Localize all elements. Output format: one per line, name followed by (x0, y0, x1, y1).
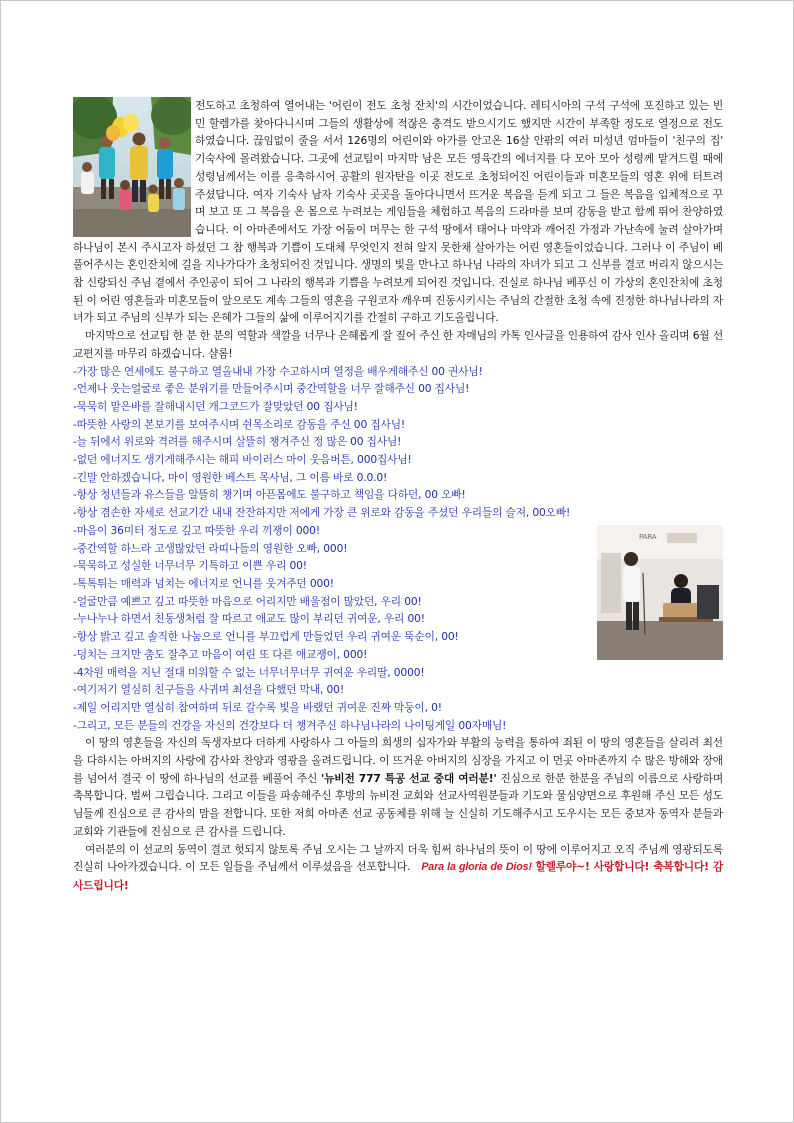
list-item: -여기저기 열심히 친구들을 사귀며 최선을 다했던 막내, 00! (73, 683, 344, 697)
list-item: -항상 겸손한 자세로 선교기간 내내 잔잔하지만 저에게 가장 큰 위로와 감동을 주셨던 우리들의 슬져, 00오빠! (73, 506, 571, 520)
list-item: -묵묵하고 성실한 너무너무 기특하고 이쁜 우리 00! (73, 559, 307, 573)
gratitude-text-continued: 진심으로 한분 한분을 주님의 이름으로 사랑하며 축복합니다. 벌써 그립습니다. 그리고 이들을 파송해주신 후방의 뉴비전 교회와 선교사역원분들과 기도와 물심양면으로 후원해 주신 모든 성도님들께 진심으로 큰 감사의 맘을 전합니다. 또한 저희 아마존 선교 공동체를 위해 늘 신실히 기도해주시고 도우시는 모든 중보자 동역자 분들과 교회와 기관들에 진심으로 큰 감사를 드립니다. (73, 771, 724, 838)
team-thanks-list (73, 363, 723, 735)
closing-intro-paragraph: 마지막으로 선교팀 한 분 한 분의 역할과 색깔을 너무나 은혜롭게 잘 짚어 주신 한 자매님의 카톡 인사글을 인용하여 감사 인사 올리며 6월 선교편지를 마무리 하겠습니다. 샬롬! (73, 329, 723, 360)
closing-blessing: 할렐루야~! 사랑합니다! 축복합니다! 감사드립니다! (73, 860, 724, 892)
list-item: -그리고, 모든 분들의 건강을 자신의 건강보다 더 챙겨주신 하나님나라의 나이팅게일 00자매님! (73, 718, 507, 732)
list-item: -제일 어리지만 열심히 참여하며 뒤로 갈수록 빛을 바랬던 귀여운 진짜 막둥이, 0! (73, 700, 442, 714)
team-name-highlight: '뉴비전 777 특공 선교 중대 여러분!' (321, 771, 497, 785)
gratitude-text: 이 땅의 영혼들을 자신의 독생자보다 더하게 사랑하사 그 아들의 희생의 십자가와 부활의 능력을 통하여 죄된 이 땅의 영혼들을 살리려 최선을 다하시는 아버지의 사랑에 감사와 찬양과 영광을 올려드립니다. 이 뜨거운 아버지의 심장을 가지고 이 먼곳 아마존까지 수 많은 방해와 장애를 넘어서 결국 이 땅에 하나님의 선교를 베풀어 주신 (73, 736, 723, 785)
gratitude-paragraph (73, 734, 723, 840)
outreach-paragraph: 전도하고 초청하여 열어내는 '어린이 전도 초청 잔치'의 시간이었습니다. 레티시아의 구석 구석에 포진하고 있는 빈민 할렘가를 찾아다니시며 그들의 생활상에 적잖은 충격도 받으시기도 했지만 시간이 부족할 정도로 열정으로 전도하였습니다. 끊임없이 줄을 서서 126명의 어린이와 아가를 안고온 16살 안팎의 여러 미성년 엄마들이 '친구의 집' 기숙사에 몰려왔습니다. 그곳에 선교팀이 마지막 남은 모든 영육간의 에너지를 다 모아 모아 성령께 맡겨드릴 때에 성령님께서는 이를 응축하시어 공활의 원자탄을 이곳 전도로 초청되어진 어린이들과 미혼모들의 영혼 위에 터트려 주셨답니다. 여자 기숙사 남자 기숙사 곳곳을 돌아다니면서 뜨거운 복음을 듣게 되고 그 들은 복음을 입체적으로 꾸며 보고 또 그 복음을 온 몸으로 누려보는 게임들을 체험하고 복음의 드라마를 보며 감동을 받고 함께 뛰어 찬양하였습니다. 이 아마존에서도 가장 어둠이 머무는 한 구석 땅에서 태어나 마약과 깨어진 가정과 가난속에 눌려 살아가며 하나님이 본시 주시고자 하셨던 그 참 행복과 기쁨이 도대체 무엇인지 전혀 알지 못한채 살아가는 어린 영혼들이었습니다. 그러나 이 주님이 베풀어주시는 혼인잔치에 길을 지나가다가 초청되어진 것입니다. 생명의 빛을 만나고 하나님 나라의 자녀가 되고 그 신부를 결코 버리지 않으시는 참 신랑되신 주님 곁에서 주인공이 되어 그 나라의 행복과 기쁨을 누려보게 되어진 것입니다. 진실로 하나님 베푸신 이 가상의 혼인잔치에 초청된 이 어린 영혼들과 미혼모들이 앞으로도 계속 그들의 영혼을 구원코자 깨우며 진동시키시는 주님의 간절한 초청 속에 진정한 하나님나라의 자녀가 되고 주님의 신부가 되는 은혜가 그들의 삶에 이루어지기를 간절히 구하고 기도올립니다. (73, 99, 723, 325)
children-outreach-photo (73, 97, 191, 237)
list-item: -긴말 안하겠습니다, 마이 영원한 베스트 목사님, 그 이름 바로 0.0.0! (73, 470, 388, 484)
list-item: -항상 밝고 깊고 솔직한 나눔으로 언니를 부끄럽게 만들었던 우리 귀여운 뚝순이, 00! (73, 630, 459, 644)
photo-sign-text: PARA (639, 532, 657, 541)
list-item: -중간역할 하느라 고생많았던 라띠나들의 영원한 오빠, 000! (73, 541, 348, 555)
letter-body (73, 97, 723, 895)
list-item: -덩치는 크지만 춤도 잘추고 마음이 여린 또 다른 애교쟁이, 000! (73, 647, 368, 661)
final-text: 여러분의 이 선교의 동역이 결코 헛되지 않토록 주님 오시는 그 날까지 더욱 힘써 하나님의 뜻이 이 땅에 이루어지고 오직 주님께 영광되도록 진실히 나아가겠습니다. 이 모든 일들을 주님께서 이루셨음을 선포합니다. (73, 842, 723, 874)
list-item: -얼굴만큼 예쁘고 깊고 따뜻한 마음으로 어리지만 배울점이 많았던, 우리 00! (73, 594, 422, 608)
list-item: -4차원 매력을 지닌 절대 미워할 수 없는 너무너무너무 귀여운 우리딸, 0000! (73, 665, 425, 679)
list-item: -마음이 36미터 정도로 깊고 따뜻한 우리 끼쟁이 000! (73, 523, 320, 537)
list-item: -늘 뒤에서 위로와 격려를 해주시며 살뜰히 챙겨주신 정 많은 00 집사님! (73, 435, 402, 449)
final-paragraph (73, 841, 723, 895)
team-presentation-photo (597, 525, 723, 660)
list-item: -묵묵히 맡은바를 잘해내시던 개그코드가 잘맞았던 00 집사님! (73, 399, 358, 413)
list-item: -따뜻한 사랑의 본보기를 보여주시며 쉰목소리로 감동을 주신 00 집사님! (73, 417, 405, 431)
list-item: -항상 청년들과 유스들을 알뜰히 챙기며 아픈몸에도 불구하고 책임을 다하던, 00 오빠! (73, 488, 466, 502)
list-item: -언제나 웃는얼굴로 좋은 분위기를 만들어주시며 중간역할을 너무 잘해주신 00 집사님! (73, 382, 470, 396)
list-item: -누나누나 하면서 친동생처럼 잘 따르고 애교도 많이 부리던 귀여운, 우리 00! (73, 612, 425, 626)
list-item: -없던 에너지도 생기게해주시는 해피 바이러스 마이 웃음버튼, 000집사님! (73, 453, 412, 467)
list-item: -톡톡튀는 매력과 넘치는 에너지로 언니를 웃겨주던 000! (73, 576, 334, 590)
list-item: -가장 많은 연세에도 불구하고 열올내내 가장 수고하시며 열정을 배우게해주신 00 권사님! (73, 364, 483, 378)
latin-blessing: Para la gloria de Dios! (421, 861, 532, 874)
